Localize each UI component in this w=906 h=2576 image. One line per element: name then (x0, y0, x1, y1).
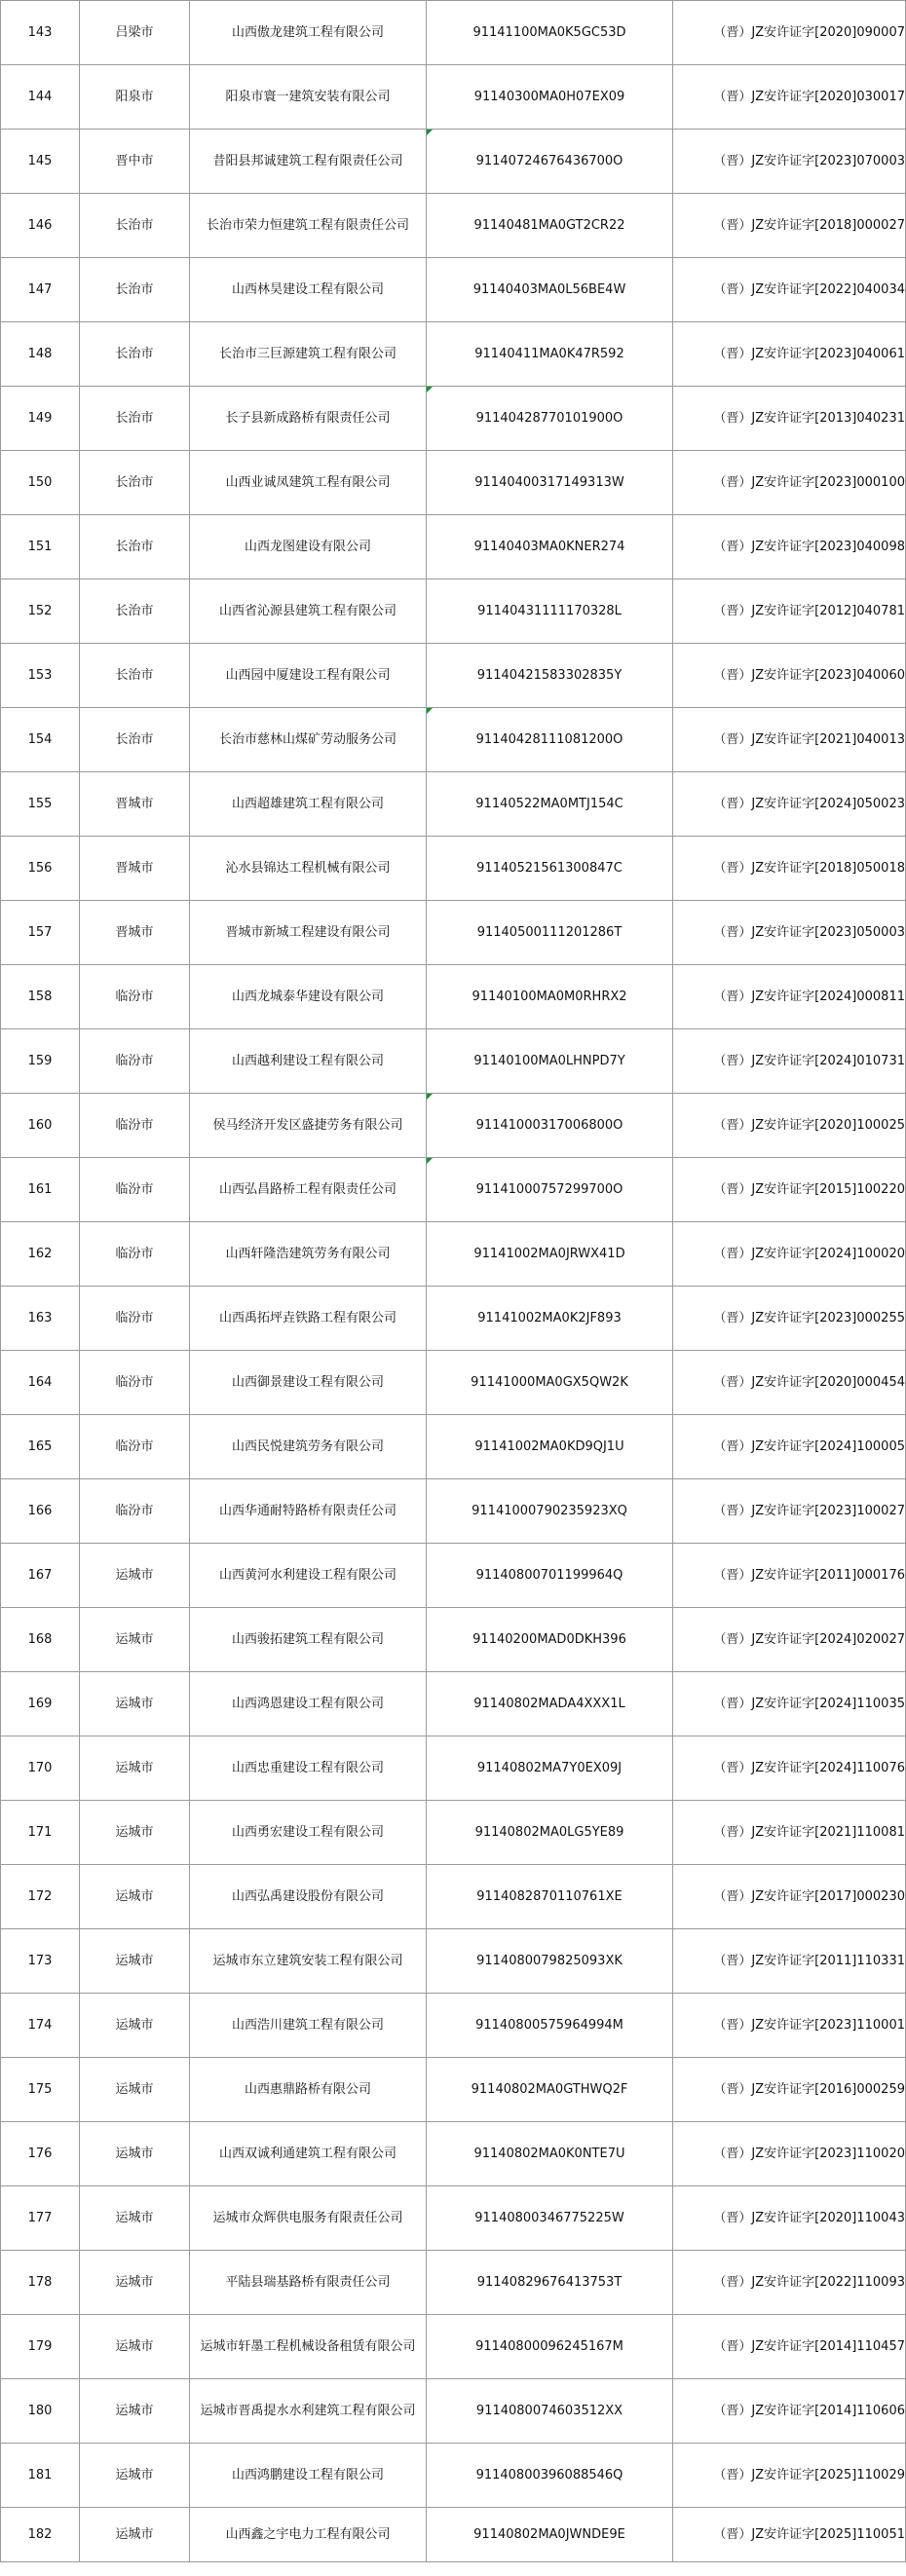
company-name-cell: 山西忠重建设工程有限公司 (190, 1736, 427, 1801)
license-number-cell: （晋）JZ安许证字[2020]000454 (673, 1351, 906, 1415)
city-cell: 运城市 (80, 2251, 190, 2315)
credit-code-cell: 91140522MA0MTJ154C (427, 772, 673, 837)
city-cell: 运城市 (80, 1672, 190, 1736)
license-number-cell: （晋）JZ安许证字[2011]000176 (673, 1544, 906, 1608)
row-number: 143 (1, 1, 80, 65)
city-cell: 长治市 (80, 579, 190, 644)
cell-comment-marker-icon (427, 387, 433, 392)
table-row (1, 2251, 906, 2315)
credit-code-cell: 91141002MA0KD9QJ1U (427, 1415, 673, 1479)
row-number: 182 (1, 2508, 80, 2562)
row-number: 168 (1, 1608, 80, 1672)
table-row (1, 194, 906, 258)
company-name-cell: 阳泉市寰一建筑安装有限公司 (190, 65, 427, 130)
row-number: 166 (1, 1479, 80, 1544)
table-body (1, 1, 906, 2562)
credit-code-cell: 91140800701199964Q (427, 1544, 673, 1608)
table-row (1, 515, 906, 579)
credit-code-cell: 91140802MA0GTHWQ2F (427, 2058, 673, 2122)
city-cell: 运城市 (80, 1929, 190, 1994)
city-cell: 运城市 (80, 2315, 190, 2379)
credit-code-cell: 91140724676436700O (427, 130, 673, 194)
city-cell: 临汾市 (80, 1029, 190, 1094)
row-number: 164 (1, 1351, 80, 1415)
table-row (1, 1029, 906, 1094)
city-cell: 运城市 (80, 2186, 190, 2251)
license-number-cell: （晋）JZ安许证字[2022]040034 (673, 258, 906, 322)
license-number-cell: （晋）JZ安许证字[2014]110457 (673, 2315, 906, 2379)
row-number: 181 (1, 2444, 80, 2508)
row-number: 152 (1, 579, 80, 644)
city-cell: 晋城市 (80, 901, 190, 965)
table-row (1, 2444, 906, 2508)
license-number-cell: （晋）JZ安许证字[2023]110020 (673, 2122, 906, 2186)
row-number: 148 (1, 322, 80, 387)
company-name-cell: 山西弘昌路桥工程有限责任公司 (190, 1158, 427, 1222)
company-name-cell: 运城市轩墨工程机械设备租赁有限公司 (190, 2315, 427, 2379)
credit-code-cell: 91140411MA0K47R592 (427, 322, 673, 387)
credit-code-cell: 91140800746035​12XX (427, 2379, 673, 2444)
city-cell: 运城市 (80, 1865, 190, 1929)
company-name-cell: 山西园中厦建设工程有限公司 (190, 644, 427, 708)
credit-code-cell: 91140500111201286T (427, 901, 673, 965)
table-row (1, 322, 906, 387)
table-row (1, 837, 906, 901)
city-cell: 临汾市 (80, 1158, 190, 1222)
table-row (1, 1801, 906, 1865)
row-number: 145 (1, 130, 80, 194)
row-number: 154 (1, 708, 80, 772)
company-name-cell: 运城市东立建筑安装工程有限公司 (190, 1929, 427, 1994)
license-number-cell: （晋）JZ安许证字[2023]000255 (673, 1287, 906, 1351)
credit-code-cell: 91140802MA0K0NTE7U (427, 2122, 673, 2186)
credit-code-cell: 91140828701107​61XE (427, 1865, 673, 1929)
row-number: 163 (1, 1287, 80, 1351)
company-name-cell: 山西林昊建设工程有限公司 (190, 258, 427, 322)
row-number: 167 (1, 1544, 80, 1608)
credit-code-cell: 91141000790235923XQ (427, 1479, 673, 1544)
license-number-cell: （晋）JZ安许证字[2012]040781 (673, 579, 906, 644)
row-number: 175 (1, 2058, 80, 2122)
table-row (1, 1865, 906, 1929)
license-number-cell: （晋）JZ安许证字[2023]100027 (673, 1479, 906, 1544)
city-cell: 长治市 (80, 644, 190, 708)
row-number: 157 (1, 901, 80, 965)
credit-code-cell: 91140802MADA4XXX1L (427, 1672, 673, 1736)
license-number-cell: （晋）JZ安许证字[2020]090007 (673, 1, 906, 65)
table-row (1, 130, 906, 194)
table-row (1, 2379, 906, 2444)
credit-code-cell: 91140431111170328L (427, 579, 673, 644)
city-cell: 临汾市 (80, 965, 190, 1029)
license-number-cell: （晋）JZ安许证字[2020]110043 (673, 2186, 906, 2251)
company-name-cell: 山西弘禹建设股份有限公司 (190, 1865, 427, 1929)
table-row (1, 1479, 906, 1544)
license-number-cell: （晋）JZ安许证字[2022]110093 (673, 2251, 906, 2315)
credit-code-cell: 91140481MA0GT2CR22 (427, 194, 673, 258)
credit-code-cell: 91140800096245167M (427, 2315, 673, 2379)
table-row (1, 65, 906, 130)
row-number: 144 (1, 65, 80, 130)
row-number: 149 (1, 387, 80, 451)
row-number: 174 (1, 1994, 80, 2058)
city-cell: 长治市 (80, 322, 190, 387)
company-name-cell: 山西华通耐特路桥有限责任公司 (190, 1479, 427, 1544)
row-number: 161 (1, 1158, 80, 1222)
city-cell: 临汾市 (80, 1351, 190, 1415)
row-number: 153 (1, 644, 80, 708)
company-name-cell: 山西骏拓建筑工程有限公司 (190, 1608, 427, 1672)
city-cell: 长治市 (80, 194, 190, 258)
company-name-cell: 山西鑫之宇电力工程有限公司 (190, 2508, 427, 2562)
city-cell: 长治市 (80, 451, 190, 515)
company-name-cell: 长治市三巨源建筑工程有限公司 (190, 322, 427, 387)
table-row (1, 451, 906, 515)
credit-code-cell: 91141000757299700O (427, 1158, 673, 1222)
city-cell: 运城市 (80, 1544, 190, 1608)
city-cell: 晋中市 (80, 130, 190, 194)
credit-code-cell: 91140200MAD0DKH396 (427, 1608, 673, 1672)
license-number-cell: （晋）JZ安许证字[2023]110001 (673, 1994, 906, 2058)
license-number-cell: （晋）JZ安许证字[2024]000811 (673, 965, 906, 1029)
company-name-cell: 山西龙图建设有限公司 (190, 515, 427, 579)
company-name-cell: 山西双诚利通建筑工程有限公司 (190, 2122, 427, 2186)
credit-code-cell: 91140403MA0KNER274 (427, 515, 673, 579)
credit-code-cell: 91140400317149313W (427, 451, 673, 515)
company-name-cell: 山西浩川建筑工程有限公司 (190, 1994, 427, 2058)
table-row (1, 1994, 906, 2058)
row-number: 170 (1, 1736, 80, 1801)
company-name-cell: 平陆县瑞基路桥有限责任公司 (190, 2251, 427, 2315)
city-cell: 长治市 (80, 515, 190, 579)
license-number-cell: （晋）JZ安许证字[2014]110606 (673, 2379, 906, 2444)
company-name-cell: 侯马经济开发区盛捷劳务有限公司 (190, 1094, 427, 1158)
table-row (1, 1, 906, 65)
company-name-cell: 山西黄河水利建设工程有限公司 (190, 1544, 427, 1608)
city-cell: 临汾市 (80, 1287, 190, 1351)
table-row (1, 1222, 906, 1287)
company-name-cell: 山西鸿鹏建设工程有限公司 (190, 2444, 427, 2508)
credit-code-cell: 91140421583302835Y (427, 644, 673, 708)
credit-code-cell: 91140829676413753T (427, 2251, 673, 2315)
credit-code-cell: 91141002MA0K2JF893 (427, 1287, 673, 1351)
city-cell: 运城市 (80, 1736, 190, 1801)
city-cell: 运城市 (80, 1801, 190, 1865)
license-number-cell: （晋）JZ安许证字[2017]000230 (673, 1865, 906, 1929)
credit-code-cell: 91141000317006800O (427, 1094, 673, 1158)
license-number-cell: （晋）JZ安许证字[2021]040013 (673, 708, 906, 772)
city-cell: 临汾市 (80, 1094, 190, 1158)
table-row (1, 1608, 906, 1672)
company-name-cell: 山西禹拓坪垚铁路工程有限公司 (190, 1287, 427, 1351)
row-number: 180 (1, 2379, 80, 2444)
city-cell: 长治市 (80, 258, 190, 322)
license-number-cell: （晋）JZ安许证字[2024]050023 (673, 772, 906, 837)
license-number-cell: （晋）JZ安许证字[2015]100220 (673, 1158, 906, 1222)
row-number: 171 (1, 1801, 80, 1865)
table-row (1, 579, 906, 644)
city-cell: 临汾市 (80, 1479, 190, 1544)
row-number: 151 (1, 515, 80, 579)
company-name-cell: 山西民悦建筑劳务有限公司 (190, 1415, 427, 1479)
company-name-cell: 山西超雄建筑工程有限公司 (190, 772, 427, 837)
row-number: 159 (1, 1029, 80, 1094)
city-cell: 阳泉市 (80, 65, 190, 130)
license-number-cell: （晋）JZ安许证字[2023]040098 (673, 515, 906, 579)
license-number-cell: （晋）JZ安许证字[2024]100020 (673, 1222, 906, 1287)
license-number-cell: （晋）JZ安许证字[2021]110081 (673, 1801, 906, 1865)
city-cell: 吕梁市 (80, 1, 190, 65)
license-number-cell: （晋）JZ安许证字[2016]000259 (673, 2058, 906, 2122)
row-number: 176 (1, 2122, 80, 2186)
credit-code-cell: 91140802MA0LG5YE89 (427, 1801, 673, 1865)
license-number-cell: （晋）JZ安许证字[2024]100005 (673, 1415, 906, 1479)
table-row (1, 1544, 906, 1608)
table-row (1, 1351, 906, 1415)
credit-code-cell: 91141002MA0JRWX41D (427, 1222, 673, 1287)
city-cell: 晋城市 (80, 772, 190, 837)
credit-code-cell: 91141100MA0K5GC53D (427, 1, 673, 65)
license-number-cell: （晋）JZ安许证字[2020]030017 (673, 65, 906, 130)
license-number-cell: （晋）JZ安许证字[2023]050003 (673, 901, 906, 965)
license-number-cell: （晋）JZ安许证字[2023]000100 (673, 451, 906, 515)
company-name-cell: 长子县新成路桥有限责任公司 (190, 387, 427, 451)
row-number: 169 (1, 1672, 80, 1736)
table-row (1, 2186, 906, 2251)
table-row (1, 965, 906, 1029)
company-name-cell: 山西龙城泰华建设有限公司 (190, 965, 427, 1029)
company-name-cell: 晋城市新城工程建设有限公司 (190, 901, 427, 965)
row-number: 158 (1, 965, 80, 1029)
row-number: 173 (1, 1929, 80, 1994)
table-row (1, 2122, 906, 2186)
company-name-cell: 长治市荣力恒建筑工程有限责任公司 (190, 194, 427, 258)
company-name-cell: 昔阳县邦诚建筑工程有限责任公司 (190, 130, 427, 194)
city-cell: 晋城市 (80, 837, 190, 901)
table-row (1, 1929, 906, 1994)
company-name-cell: 沁水县锦达工程机械有限公司 (190, 837, 427, 901)
company-name-cell: 山西省沁源县建筑工程有限公司 (190, 579, 427, 644)
row-number: 150 (1, 451, 80, 515)
row-number: 179 (1, 2315, 80, 2379)
row-number: 178 (1, 2251, 80, 2315)
credit-code-cell: 91140521561300847C (427, 837, 673, 901)
table-row (1, 772, 906, 837)
cell-comment-marker-icon (427, 708, 433, 714)
row-number: 172 (1, 1865, 80, 1929)
license-number-cell: （晋）JZ安许证字[2018]050018 (673, 837, 906, 901)
credit-code-cell: 91140800396088546Q (427, 2444, 673, 2508)
license-number-cell: （晋）JZ安许证字[2013]040231 (673, 387, 906, 451)
license-number-cell: （晋）JZ安许证字[2024]020027 (673, 1608, 906, 1672)
city-cell: 运城市 (80, 2508, 190, 2562)
row-number: 146 (1, 194, 80, 258)
company-name-cell: 运城市晋禹提水水利建筑工程有限公司 (190, 2379, 427, 2444)
city-cell: 运城市 (80, 1608, 190, 1672)
city-cell: 运城市 (80, 2379, 190, 2444)
table-row (1, 1415, 906, 1479)
company-name-cell: 山西勇宏建设工程有限公司 (190, 1801, 427, 1865)
table-row (1, 2058, 906, 2122)
city-cell: 运城市 (80, 1994, 190, 2058)
credit-code-cell: 91140800346775225W (427, 2186, 673, 2251)
table-row (1, 2315, 906, 2379)
credit-code-cell: 91140800575964994M (427, 1994, 673, 2058)
table-row (1, 1094, 906, 1158)
table-row (1, 2508, 906, 2562)
city-cell: 运城市 (80, 2058, 190, 2122)
city-cell: 长治市 (80, 387, 190, 451)
license-number-cell: （晋）JZ安许证字[2018]000027 (673, 194, 906, 258)
company-name-cell: 运城市众辉供电服务有限责任公司 (190, 2186, 427, 2251)
row-number: 162 (1, 1222, 80, 1287)
license-number-cell: （晋）JZ安许证字[2023]040060 (673, 644, 906, 708)
company-name-cell: 山西傲龙建筑工程有限公司 (190, 1, 427, 65)
company-name-cell: 山西惠鼎路桥有限公司 (190, 2058, 427, 2122)
row-number: 165 (1, 1415, 80, 1479)
city-cell: 运城市 (80, 2122, 190, 2186)
credit-code-cell: 91140428770101900O (427, 387, 673, 451)
company-name-cell: 山西鸿恩建设工程有限公司 (190, 1672, 427, 1736)
table-row (1, 708, 906, 772)
city-cell: 运城市 (80, 2444, 190, 2508)
license-number-cell: （晋）JZ安许证字[2011]110331 (673, 1929, 906, 1994)
row-number: 155 (1, 772, 80, 837)
license-number-cell: （晋）JZ安许证字[2025]110029 (673, 2444, 906, 2508)
license-number-cell: （晋）JZ安许证字[2024]010731 (673, 1029, 906, 1094)
license-number-cell: （晋）JZ安许证字[2023]040061 (673, 322, 906, 387)
city-cell: 长治市 (80, 708, 190, 772)
company-name-cell: 山西越利建设工程有限公司 (190, 1029, 427, 1094)
company-name-cell: 山西业诚凤建筑工程有限公司 (190, 451, 427, 515)
credit-code-cell: 91140300MA0H07EX09 (427, 65, 673, 130)
table-row (1, 1672, 906, 1736)
table-row (1, 901, 906, 965)
license-number-cell: （晋）JZ安许证字[2025]110051 (673, 2508, 906, 2562)
company-name-cell: 山西轩隆浩建筑劳务有限公司 (190, 1222, 427, 1287)
city-cell: 临汾市 (80, 1222, 190, 1287)
cell-comment-marker-icon (427, 1158, 433, 1164)
license-number-cell: （晋）JZ安许证字[2023]070003 (673, 130, 906, 194)
city-cell: 临汾市 (80, 1415, 190, 1479)
table-row (1, 1736, 906, 1801)
credit-code-cell: 91140800798250​93XK (427, 1929, 673, 1994)
cell-comment-marker-icon (427, 1094, 433, 1100)
row-number: 160 (1, 1094, 80, 1158)
license-number-cell: （晋）JZ安许证字[2020]100025 (673, 1094, 906, 1158)
table-row (1, 258, 906, 322)
table-row (1, 644, 906, 708)
table-row (1, 1158, 906, 1222)
credit-code-cell: 91140428111081200O (427, 708, 673, 772)
company-name-cell: 长治市慈林山煤矿劳动服务公司 (190, 708, 427, 772)
credit-code-cell: 91140802MA7Y0EX09J (427, 1736, 673, 1801)
table-row (1, 1287, 906, 1351)
row-number: 147 (1, 258, 80, 322)
table-row (1, 387, 906, 451)
credit-code-cell: 91140403MA0L56BE4W (427, 258, 673, 322)
company-name-cell: 山西御景建设工程有限公司 (190, 1351, 427, 1415)
cell-comment-marker-icon (427, 130, 433, 135)
row-number: 156 (1, 837, 80, 901)
credit-code-cell: 91140100MA0LHNPD7Y (427, 1029, 673, 1094)
row-number: 177 (1, 2186, 80, 2251)
credit-code-cell: 91140100MA0M0RHRX2 (427, 965, 673, 1029)
credit-code-cell: 91140802MA0JWNDE9E (427, 2508, 673, 2562)
license-number-cell: （晋）JZ安许证字[2024]110035 (673, 1672, 906, 1736)
credit-code-cell: 91141000MA0GX5QW2K (427, 1351, 673, 1415)
license-number-cell: （晋）JZ安许证字[2024]110076 (673, 1736, 906, 1801)
